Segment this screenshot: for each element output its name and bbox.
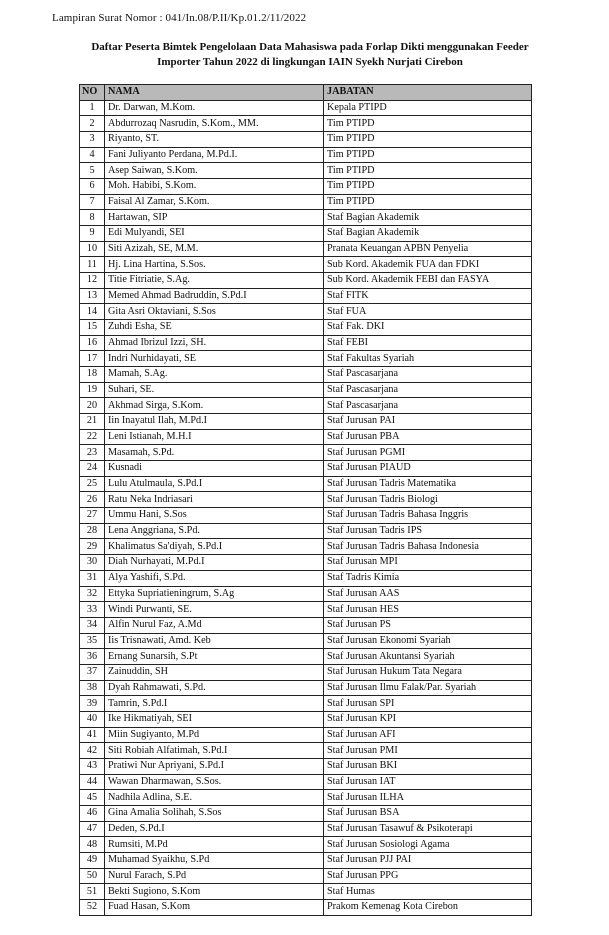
row-name: Faisal Al Zamar, S.Kom.	[105, 194, 324, 210]
row-number: 43	[80, 758, 105, 774]
table-row	[80, 743, 532, 759]
table-row	[80, 664, 532, 680]
row-number: 36	[80, 649, 105, 665]
row-number: 31	[80, 570, 105, 586]
row-position: Staf Jurusan ILHA	[324, 790, 532, 806]
row-position: Tim PTIPD	[324, 132, 532, 148]
row-number: 41	[80, 727, 105, 743]
row-name: Rumsiti, M.Pd	[105, 837, 324, 853]
table-row	[80, 555, 532, 571]
row-number: 38	[80, 680, 105, 696]
row-position: Staf Fak. DKI	[324, 320, 532, 336]
row-name: Hartawan, SIP	[105, 210, 324, 226]
row-position: Staf Jurusan Tadris Biologi	[324, 492, 532, 508]
table-row	[80, 116, 532, 132]
row-name: Iis Trisnawati, Amd. Keb	[105, 633, 324, 649]
table-row	[80, 570, 532, 586]
row-name: Riyanto, ST.	[105, 132, 324, 148]
row-name: Siti Robiah Alfatimah, S.Pd.I	[105, 743, 324, 759]
table-row	[80, 539, 532, 555]
row-number: 2	[80, 116, 105, 132]
row-position: Staf Jurusan Ekonomi Syariah	[324, 633, 532, 649]
header-jabatan: JABATAN	[324, 85, 532, 101]
row-number: 47	[80, 821, 105, 837]
table-row	[80, 147, 532, 163]
row-name: Hj. Lina Hartina, S.Sos.	[105, 257, 324, 273]
table-header-row	[80, 85, 532, 101]
table-row	[80, 711, 532, 727]
row-position: Staf Jurusan AFI	[324, 727, 532, 743]
row-number: 3	[80, 132, 105, 148]
row-position: Staf Jurusan IAT	[324, 774, 532, 790]
row-position: Sub Kord. Akademik FEBI dan FASYA	[324, 273, 532, 289]
row-number: 15	[80, 320, 105, 336]
row-position: Staf Jurusan PS	[324, 617, 532, 633]
row-number: 46	[80, 805, 105, 821]
table-row	[80, 288, 532, 304]
table-row	[80, 273, 532, 289]
row-name: Ettyka Supriatieningrum, S.Ag	[105, 586, 324, 602]
table-body	[80, 100, 532, 915]
row-position: Staf Jurusan PGMI	[324, 445, 532, 461]
table-row	[80, 257, 532, 273]
row-position: Staf Pascasarjana	[324, 398, 532, 414]
table-row	[80, 884, 532, 900]
row-name: Siti Azizah, SE, M.M.	[105, 241, 324, 257]
row-name: Khalimatus Sa'diyah, S.Pd.I	[105, 539, 324, 555]
table-row	[80, 429, 532, 445]
row-name: Miin Sugiyanto, M.Pd	[105, 727, 324, 743]
row-number: 24	[80, 461, 105, 477]
header-nama: NAMA	[105, 85, 324, 101]
row-name: Fuad Hasan, S.Kom	[105, 899, 324, 915]
row-number: 45	[80, 790, 105, 806]
row-number: 19	[80, 382, 105, 398]
row-position: Staf Bagian Akademik	[324, 210, 532, 226]
row-number: 49	[80, 852, 105, 868]
row-name: Dr. Darwan, M.Kom.	[105, 100, 324, 116]
row-name: Bekti Sugiono, S.Kom	[105, 884, 324, 900]
row-name: Gita Asri Oktaviani, S.Sos	[105, 304, 324, 320]
table-row	[80, 492, 532, 508]
row-name: Nurul Farach, S.Pd	[105, 868, 324, 884]
table-row	[80, 179, 532, 195]
row-name: Asep Saiwan, S.Kom.	[105, 163, 324, 179]
row-name: Edi Mulyandi, SEI	[105, 226, 324, 242]
row-position: Staf FITK	[324, 288, 532, 304]
row-position: Tim PTIPD	[324, 116, 532, 132]
row-name: Windi Purwanti, SE.	[105, 602, 324, 618]
row-position: Staf Jurusan PMI	[324, 743, 532, 759]
table-row	[80, 633, 532, 649]
row-number: 50	[80, 868, 105, 884]
row-name: Titie Fitriatie, S.Ag.	[105, 273, 324, 289]
row-name: Akhmad Sirga, S.Kom.	[105, 398, 324, 414]
table-row	[80, 696, 532, 712]
row-position: Staf FUA	[324, 304, 532, 320]
row-position: Staf Pascasarjana	[324, 382, 532, 398]
row-position: Staf Pascasarjana	[324, 367, 532, 383]
table-row	[80, 649, 532, 665]
row-number: 30	[80, 555, 105, 571]
row-number: 10	[80, 241, 105, 257]
row-number: 39	[80, 696, 105, 712]
row-position: Staf Jurusan BKI	[324, 758, 532, 774]
row-position: Staf Jurusan PIAUD	[324, 461, 532, 477]
row-number: 14	[80, 304, 105, 320]
table-row	[80, 304, 532, 320]
row-position: Tim PTIPD	[324, 163, 532, 179]
table-row	[80, 774, 532, 790]
row-name: Nadhila Adlina, S.E.	[105, 790, 324, 806]
table-row	[80, 398, 532, 414]
table-row	[80, 617, 532, 633]
table-row	[80, 790, 532, 806]
table-row	[80, 335, 532, 351]
row-number: 28	[80, 523, 105, 539]
row-name: Pratiwi Nur Apriyani, S.Pd.I	[105, 758, 324, 774]
table-row	[80, 132, 532, 148]
row-name: Diah Nurhayati, M.Pd.I	[105, 555, 324, 571]
table-row	[80, 163, 532, 179]
row-position: Sub Kord. Akademik FUA dan FDKI	[324, 257, 532, 273]
table-row	[80, 210, 532, 226]
row-name: Dyah Rahmawati, S.Pd.	[105, 680, 324, 696]
row-number: 37	[80, 664, 105, 680]
row-name: Suhari, SE.	[105, 382, 324, 398]
row-position: Staf Jurusan Tadris IPS	[324, 523, 532, 539]
table-row	[80, 680, 532, 696]
row-position: Prakom Kemenag Kota Cirebon	[324, 899, 532, 915]
row-name: Moh. Habibi, S.Kom.	[105, 179, 324, 195]
table-row	[80, 382, 532, 398]
row-position: Staf Bagian Akademik	[324, 226, 532, 242]
table-row	[80, 727, 532, 743]
header-no: NO	[80, 85, 105, 101]
row-name: Abdurrozaq Nasrudin, S.Kom., MM.	[105, 116, 324, 132]
letter-reference: Lampiran Surat Nomor : 041/In.08/P.II/Kp.01.2/11/2022	[52, 12, 307, 24]
row-position: Staf Humas	[324, 884, 532, 900]
row-position: Staf Jurusan Ilmu Falak/Par. Syariah	[324, 680, 532, 696]
row-position: Pranata Keuangan APBN Penyelia	[324, 241, 532, 257]
table-row	[80, 351, 532, 367]
row-name: Masamah, S.Pd.	[105, 445, 324, 461]
row-number: 29	[80, 539, 105, 555]
table-row	[80, 805, 532, 821]
participant-table	[79, 84, 532, 916]
row-position: Tim PTIPD	[324, 179, 532, 195]
row-position: Staf Jurusan Tadris Bahasa Inggris	[324, 508, 532, 524]
row-position: Staf Jurusan HES	[324, 602, 532, 618]
row-number: 1	[80, 100, 105, 116]
row-number: 5	[80, 163, 105, 179]
row-number: 40	[80, 711, 105, 727]
row-number: 33	[80, 602, 105, 618]
row-number: 12	[80, 273, 105, 289]
row-name: Memed Ahmad Badruddin, S.Pd.I	[105, 288, 324, 304]
table-row	[80, 852, 532, 868]
row-position: Staf FEBI	[324, 335, 532, 351]
table-row	[80, 100, 532, 116]
row-position: Staf Fakultas Syariah	[324, 351, 532, 367]
row-number: 4	[80, 147, 105, 163]
table-row	[80, 586, 532, 602]
table-row	[80, 226, 532, 242]
row-number: 16	[80, 335, 105, 351]
table-row	[80, 445, 532, 461]
row-number: 18	[80, 367, 105, 383]
row-name: Ummu Hani, S.Sos	[105, 508, 324, 524]
document-title	[40, 40, 580, 70]
table-row	[80, 523, 532, 539]
row-number: 48	[80, 837, 105, 853]
table-row	[80, 758, 532, 774]
row-name: Zuhdi Esha, SE	[105, 320, 324, 336]
title-line-1: Daftar Peserta Bimtek Pengelolaan Data Mahasiswa pada Forlap Dikti menggunakan Feeder	[91, 41, 529, 53]
row-name: Leni Istianah, M.H.I	[105, 429, 324, 445]
row-number: 8	[80, 210, 105, 226]
table-row	[80, 476, 532, 492]
table-row	[80, 194, 532, 210]
row-number: 11	[80, 257, 105, 273]
row-number: 26	[80, 492, 105, 508]
row-name: Indri Nurhidayati, SE	[105, 351, 324, 367]
row-number: 17	[80, 351, 105, 367]
row-position: Tim PTIPD	[324, 194, 532, 210]
row-name: Fani Juliyanto Perdana, M.Pd.I.	[105, 147, 324, 163]
row-position: Staf Tadris Kimia	[324, 570, 532, 586]
row-position: Staf Jurusan KPI	[324, 711, 532, 727]
row-number: 20	[80, 398, 105, 414]
table-row	[80, 868, 532, 884]
row-name: Iin Inayatul Ilah, M.Pd.I	[105, 414, 324, 430]
row-name: Ahmad Ibrizul Izzi, SH.	[105, 335, 324, 351]
row-position: Staf Jurusan Tadris Matematika	[324, 476, 532, 492]
row-position: Staf Jurusan PJJ PAI	[324, 852, 532, 868]
row-name: Tamrin, S.Pd.I	[105, 696, 324, 712]
table-row	[80, 320, 532, 336]
row-number: 51	[80, 884, 105, 900]
row-position: Staf Jurusan Tasawuf & Psikoterapi	[324, 821, 532, 837]
row-name: Muhamad Syaikhu, S.Pd	[105, 852, 324, 868]
row-number: 23	[80, 445, 105, 461]
row-position: Staf Jurusan Tadris Bahasa Indonesia	[324, 539, 532, 555]
table-row	[80, 602, 532, 618]
table-row	[80, 821, 532, 837]
table-row	[80, 367, 532, 383]
row-position: Staf Jurusan Akuntansi Syariah	[324, 649, 532, 665]
row-position: Staf Jurusan MPI	[324, 555, 532, 571]
row-name: Ratu Neka Indriasari	[105, 492, 324, 508]
table-row	[80, 837, 532, 853]
row-number: 25	[80, 476, 105, 492]
title-line-2: Importer Tahun 2022 di lingkungan IAIN Syekh Nurjati Cirebon	[157, 56, 463, 68]
row-name: Lulu Atulmaula, S.Pd.I	[105, 476, 324, 492]
row-position: Staf Jurusan PPG	[324, 868, 532, 884]
row-number: 6	[80, 179, 105, 195]
table-row	[80, 241, 532, 257]
row-name: Ike Hikmatiyah, SEI	[105, 711, 324, 727]
row-name: Gina Amalia Solihah, S.Sos	[105, 805, 324, 821]
table-row	[80, 508, 532, 524]
row-name: Wawan Dharmawan, S.Sos.	[105, 774, 324, 790]
row-position: Staf Jurusan BSA	[324, 805, 532, 821]
row-position: Staf Jurusan SPI	[324, 696, 532, 712]
row-name: Lena Anggriana, S.Pd.	[105, 523, 324, 539]
row-number: 9	[80, 226, 105, 242]
table-row	[80, 899, 532, 915]
row-number: 42	[80, 743, 105, 759]
row-position: Staf Jurusan Hukum Tata Negara	[324, 664, 532, 680]
row-name: Kusnadi	[105, 461, 324, 477]
table-row	[80, 414, 532, 430]
row-position: Staf Jurusan Sosiologi Agama	[324, 837, 532, 853]
row-name: Zainuddin, SH	[105, 664, 324, 680]
row-number: 22	[80, 429, 105, 445]
row-number: 13	[80, 288, 105, 304]
row-number: 32	[80, 586, 105, 602]
row-position: Staf Jurusan AAS	[324, 586, 532, 602]
row-name: Alya Yashifi, S.Pd.	[105, 570, 324, 586]
row-number: 7	[80, 194, 105, 210]
row-name: Deden, S.Pd.I	[105, 821, 324, 837]
row-number: 35	[80, 633, 105, 649]
row-number: 52	[80, 899, 105, 915]
row-number: 44	[80, 774, 105, 790]
row-number: 27	[80, 508, 105, 524]
row-name: Mamah, S.Ag.	[105, 367, 324, 383]
table-row	[80, 461, 532, 477]
row-position: Staf Jurusan PAI	[324, 414, 532, 430]
row-number: 34	[80, 617, 105, 633]
row-position: Tim PTIPD	[324, 147, 532, 163]
row-name: Ernang Sunarsih, S.Pt	[105, 649, 324, 665]
row-position: Kepala PTIPD	[324, 100, 532, 116]
row-number: 21	[80, 414, 105, 430]
row-name: Alfin Nurul Faz, A.Md	[105, 617, 324, 633]
row-position: Staf Jurusan PBA	[324, 429, 532, 445]
